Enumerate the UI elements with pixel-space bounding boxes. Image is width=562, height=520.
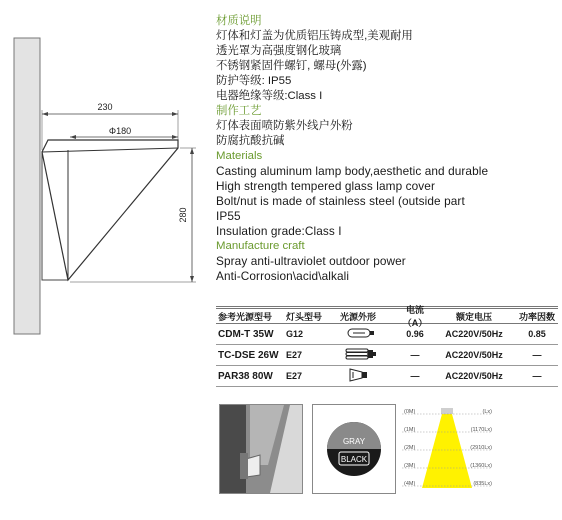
- spec-section: [216, 14, 556, 284]
- row-voltage: AC220V/50Hz: [445, 350, 503, 360]
- lux-label: (1170Lx): [470, 427, 492, 433]
- row-voltage: AC220V/50Hz: [445, 329, 503, 339]
- light-beam-shape: [422, 414, 472, 488]
- header-base: 灯头型号: [286, 311, 323, 322]
- table-row: [216, 324, 558, 345]
- table-row: [216, 345, 558, 366]
- materials-line-cn: 透光罩为高强度钢化玻璃: [216, 45, 342, 57]
- row-current: 0.96: [406, 329, 424, 339]
- row-power-factor: —: [532, 350, 542, 360]
- row-base: E27: [286, 371, 303, 381]
- finish-gray-label: GRAY: [342, 437, 366, 446]
- header-voltage: 额定电压: [455, 311, 492, 322]
- materials-title-cn: 材质说明: [216, 15, 262, 27]
- distance-label: (3M): [404, 463, 416, 469]
- row-voltage: AC220V/50Hz: [445, 371, 503, 381]
- dim-width-label: 230: [97, 102, 113, 112]
- header-current: 电流（A）: [402, 305, 428, 328]
- row-model: TC-DSE 26W: [218, 349, 279, 361]
- lamp-spec-table: [216, 306, 558, 387]
- materials-line-en: IP55: [216, 209, 241, 223]
- distance-label: (1M): [404, 427, 416, 433]
- row-current: —: [410, 371, 420, 381]
- materials-line-cn: 防护等级: IP55: [216, 75, 292, 87]
- dim-diameter-label: Φ180: [108, 126, 132, 136]
- row-current: —: [410, 350, 420, 360]
- craft-line-cn: 灯体表面喷防紫外线户外粉: [216, 120, 353, 132]
- row-base: G12: [286, 329, 304, 339]
- materials-line-en: Casting aluminum lamp body,aesthetic and durable: [216, 164, 489, 178]
- lux-label: (Lx): [482, 409, 492, 415]
- lux-label: (2910Lx): [470, 445, 492, 451]
- row-base: E27: [286, 350, 303, 360]
- dim-height-label: 280: [178, 207, 188, 223]
- craft-line-cn: 防腐抗酸抗碱: [216, 135, 285, 147]
- row-model: CDM-T 35W: [218, 328, 274, 340]
- materials-line-cn: 灯体和灯盖为优质铝压铸成型,美观耐用: [216, 30, 413, 42]
- table-header: [216, 305, 558, 328]
- photometric-diagram: [400, 404, 494, 492]
- row-model: PAR38 80W: [218, 370, 273, 382]
- installation-thumbnail: [219, 404, 303, 494]
- fixture-technical-drawing: [0, 0, 210, 340]
- craft-title-cn: 制作工艺: [216, 105, 262, 117]
- finish-black-label: BLACK: [340, 455, 368, 464]
- distance-label: (0M): [404, 409, 416, 415]
- header-model: 参考光源型号: [218, 311, 273, 322]
- table-row: [216, 366, 558, 387]
- header-shape: 光源外形: [340, 311, 377, 322]
- craft-line-en: Spray anti-ultraviolet outdoor power: [216, 254, 406, 268]
- materials-line-en: Insulation grade:Class I: [216, 224, 342, 238]
- distance-label: (2M): [404, 445, 416, 451]
- lux-label: (1360Lx): [470, 463, 492, 469]
- wall-section: [14, 38, 40, 334]
- materials-line-cn: 不锈钢紧固件螺钉, 螺母(外露): [216, 60, 367, 72]
- distance-label: (4M): [404, 481, 416, 487]
- craft-title-en: Manufacture craft: [216, 240, 305, 252]
- materials-line-en: Bolt/nut is made of stainless steel (outside part: [216, 194, 465, 208]
- row-power-factor: 0.85: [528, 329, 546, 339]
- lamp-shape-cdm-icon: [340, 326, 398, 342]
- craft-line-en: Anti-Corrosion\acid\alkali: [216, 269, 350, 283]
- materials-line-en: High strength tempered glass lamp cover: [216, 179, 435, 193]
- lamp-shape-par38-icon: [340, 368, 398, 384]
- row-power-factor: —: [532, 371, 542, 381]
- materials-line-cn: 电器绝缘等级:Class I: [216, 90, 323, 102]
- header-power-factor: 功率因数: [518, 311, 555, 322]
- lamp-shape-tc-dse-icon: [340, 347, 398, 363]
- lux-label: (835Lx): [473, 481, 492, 487]
- materials-title-en: Materials: [216, 150, 263, 162]
- finish-color-thumbnail: [312, 404, 396, 494]
